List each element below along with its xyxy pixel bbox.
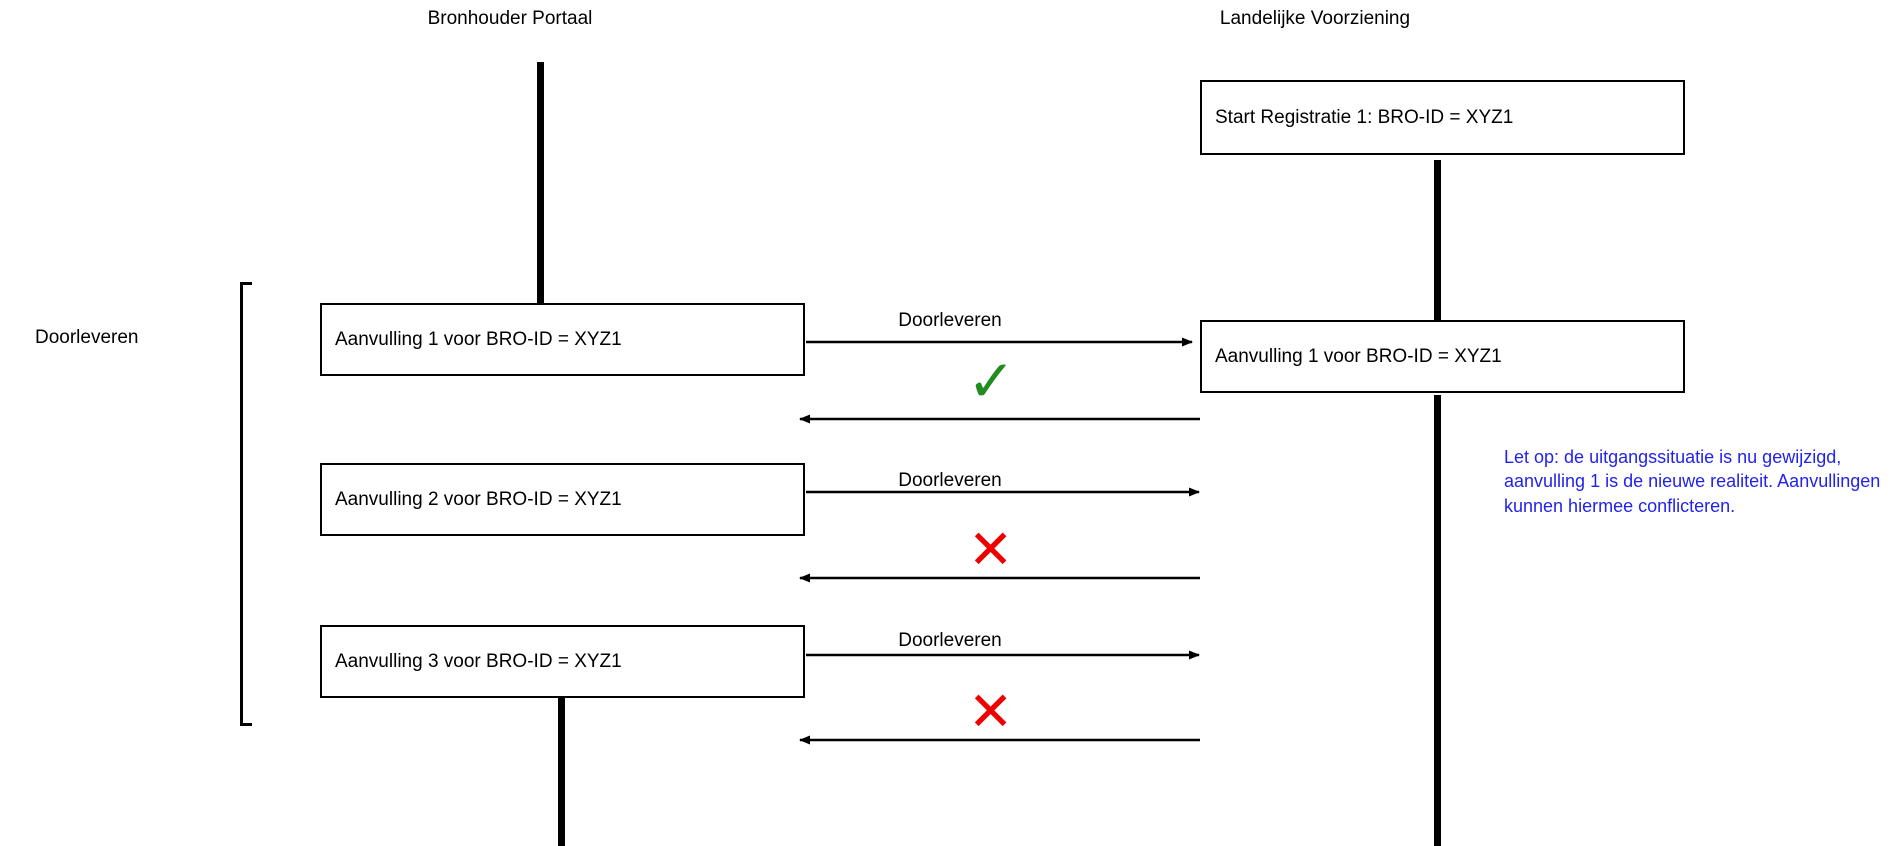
status-cross-icon-1: ✕ [968, 518, 1014, 581]
message-box-start-registratie[interactable]: Start Registratie 1: BRO-ID = XYZ1 [1200, 80, 1685, 155]
lane-title-landelijke-voorziening: Landelijke Voorziening [1219, 8, 1411, 29]
message-box-aanvulling-3-bronhouder[interactable]: Aanvulling 3 voor BRO-ID = XYZ1 [320, 625, 805, 698]
lifeline-landelijke-upper [1434, 160, 1441, 320]
message-box-aanvulling-2-bronhouder[interactable]: Aanvulling 2 voor BRO-ID = XYZ1 [320, 463, 805, 536]
group-label-doorleveren: Doorleveren [35, 327, 139, 348]
lifeline-landelijke-lower [1434, 395, 1441, 846]
arrow-label-doorleveren-1: Doorleveren [898, 310, 1002, 331]
arrow-label-doorleveren-3: Doorleveren [898, 630, 1002, 651]
lifeline-bronhouder-upper [537, 62, 544, 319]
lane-title-bronhouder-portaal: Bronhouder Portaal [427, 8, 593, 29]
group-bracket-doorleveren [240, 282, 252, 726]
message-box-aanvulling-1-landelijke[interactable]: Aanvulling 1 voor BRO-ID = XYZ1 [1200, 320, 1685, 393]
lifeline-bronhouder-lower [558, 680, 565, 846]
status-cross-icon-2: ✕ [968, 680, 1014, 743]
status-check-icon-1: ✓ [967, 347, 1016, 415]
message-box-aanvulling-1-bronhouder[interactable]: Aanvulling 1 voor BRO-ID = XYZ1 [320, 303, 805, 376]
arrow-label-doorleveren-2: Doorleveren [898, 470, 1002, 491]
note-uitgangssituatie: Let op: de uitgangssituatie is nu gewijzigd, aanvulling 1 is de nieuwe realiteit. Aanvullingen kunnen hiermee conflicteren. [1504, 447, 1881, 516]
